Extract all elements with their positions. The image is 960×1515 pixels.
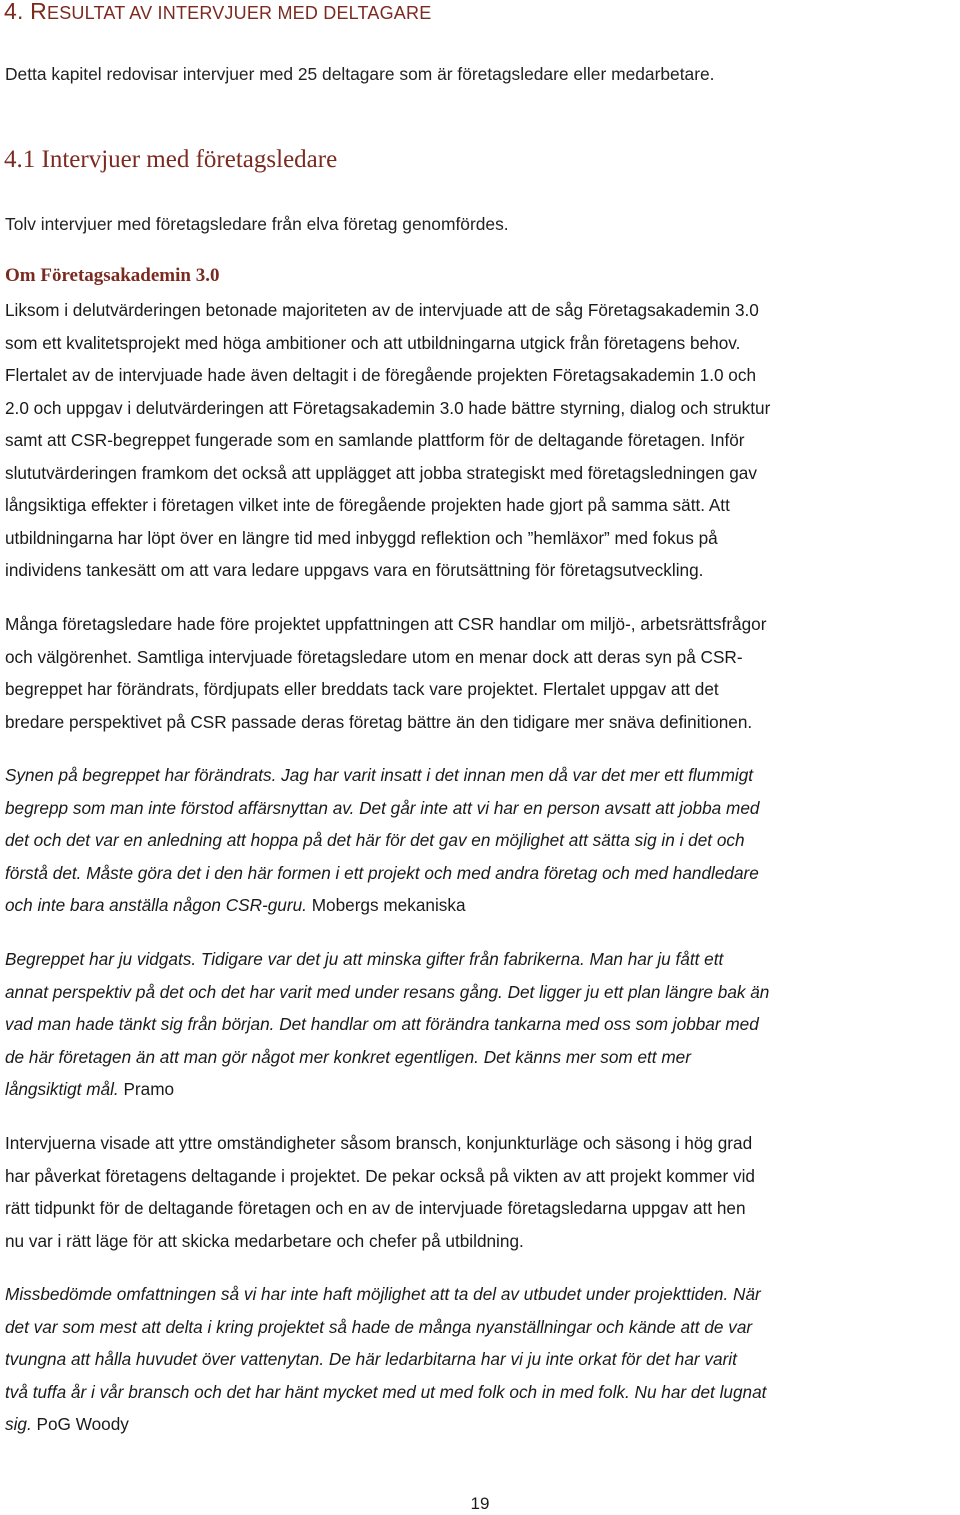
interview-quote-3	[5, 1278, 960, 1441]
quote-source: Pramo	[118, 1079, 175, 1099]
paragraph-line: Intervjuerna visade att yttre omständigheter såsom bransch, konjunkturläge och säsong i hög grad	[5, 1133, 753, 1153]
quote-line: två tuffa år i vår bransch och det har hänt mycket med ut med folk och in med folk. Nu har det lugnat	[5, 1381, 767, 1402]
quote-line: långsiktigt mål.	[5, 1079, 119, 1099]
paragraph-line: begreppet har förändrats, fördjupats eller breddats tack vare projektet. Flertalet uppgav att det	[5, 679, 719, 699]
chapter-title: ESULTAT AV INTERVJUER MED DELTAGARE	[46, 3, 432, 23]
paragraph-line: som ett kvalitetsprojekt med höga ambitioner och att utbildningarna utgick från företagens behov.	[5, 332, 741, 353]
paragraph-line: rätt tidpunkt för de deltagande företagen och en av de intervjuade företagsledarna uppgav att hen	[5, 1198, 746, 1218]
paragraph-line: individens tankesätt om att vara ledare uppgavs vara en förutsättning för företagsutveckling.	[5, 560, 704, 580]
section-heading: 4.1 Intervjuer med företagsledare	[4, 146, 338, 173]
interview-quote-1	[5, 759, 960, 922]
quote-source: PoG Woody	[31, 1414, 129, 1434]
quote-line: annat perspektiv på det och det har varit med under resans gång. Det ligger ju ett plan längre bak än	[5, 981, 770, 1002]
quote-line: begrepp som man inte förstod affärsnyttan av. Det går inte att vi har en person avsatt att jobba med	[5, 797, 760, 818]
paragraph-line: utbildningarna har löpt över en längre tid med inbyggd reflektion och ”hemläxor” med fokus på	[5, 527, 718, 548]
paragraph-line: Liksom i delutvärderingen betonade majoriteten av de intervjuade att de såg Företagsakademin 3.0	[5, 300, 759, 320]
paragraph-line: Många företagsledare hade före projektet uppfattningen att CSR handlar om miljö-, arbetsrättsfrågor	[5, 614, 767, 634]
quote-line: förstå det. Måste göra det i den här formen i ett projekt och med andra företag och med handledare	[5, 862, 759, 883]
chapter-initial: R	[30, 0, 47, 24]
paragraph-3	[5, 1127, 960, 1257]
subsection-heading: Om Företagsakademin 3.0	[5, 265, 220, 286]
paragraph-2	[5, 608, 960, 738]
quote-line: det och det var en anledning att hoppa på det här för det gav en möjlighet att sätta sig in i det och	[5, 830, 745, 850]
interview-quote-2	[5, 943, 960, 1106]
paragraph-line: Flertalet av de intervjuade hade även deltagit i de föregående projekten Företagsakademin 1.0 och	[5, 365, 757, 385]
quote-line: tvungna att hålla huvudet över vattenytan. De här ledarbitarna har vi ju inte orkat för det har varit	[5, 1349, 737, 1369]
chapter-number: 4.	[4, 0, 31, 24]
paragraph-line: och välgörenhet. Samtliga intervjuade företagsledare utom en menar dock att deras syn på CSR-	[5, 646, 743, 667]
section-intro: Tolv intervjuer med företagsledare från elva företag genomfördes.	[5, 214, 509, 234]
quote-line: och inte bara anställa någon CSR-guru.	[5, 895, 307, 915]
quote-source: Mobergs mekaniska	[306, 895, 466, 915]
quote-line: Missbedömde omfattningen så vi har inte haft möjlighet att ta del av utbudet under projekttiden. När	[5, 1284, 761, 1304]
paragraph-line: nu var i rätt läge för att skicka medarbetare och chefer på utbildning.	[5, 1230, 524, 1251]
quote-line: vad man hade tänkt sig från början. Det handlar om att förändra tankarna med oss som jobbar med	[5, 1014, 759, 1034]
chapter-intro: Detta kapitel redovisar intervjuer med 25 deltagare som är företagsledare eller medarbetare.	[5, 64, 715, 84]
paragraph-1	[5, 294, 960, 587]
paragraph-line: slututvärderingen framkom det också att upplägget att jobba strategiskt med företagsledningen gav	[5, 462, 757, 483]
quote-line: sig.	[5, 1414, 32, 1434]
paragraph-line: bredare perspektivet på CSR passade deras företag bättre än den tidigare mer snäva definitionen.	[5, 711, 753, 732]
quote-line: de här företagen än att man gör något mer konkret egentligen. Det känns mer som ett mer	[5, 1046, 691, 1067]
quote-line: det var som mest att delta i kring projektet så hade de många nyanställningar och kände att de var	[5, 1316, 753, 1337]
paragraph-line: 2.0 och uppgav i delutvärderingen att Företagsakademin 3.0 hade bättre styrning, dialog och struktur	[5, 397, 771, 418]
paragraph-line: har påverkat företagens deltagande i projektet. De pekar också på vikten av att projekt kommer vid	[5, 1165, 755, 1186]
paragraph-line: samt att CSR-begreppet fungerade som en samlande plattform för de deltagande företagen. Inför	[5, 430, 745, 450]
chapter-heading	[4, 0, 431, 25]
paragraph-line: långsiktiga effekter i företagen vilket inte de föregående projekten hade gjort på samma sätt. Att	[5, 495, 730, 515]
quote-line: Begreppet har ju vidgats. Tidigare var det ju att minska gifter från fabrikerna. Man har ju fått ett	[5, 949, 724, 969]
page-number: 19	[470, 1494, 490, 1513]
quote-line: Synen på begreppet har förändrats. Jag har varit insatt i det innan men då var det mer ett flummigt	[5, 765, 754, 785]
